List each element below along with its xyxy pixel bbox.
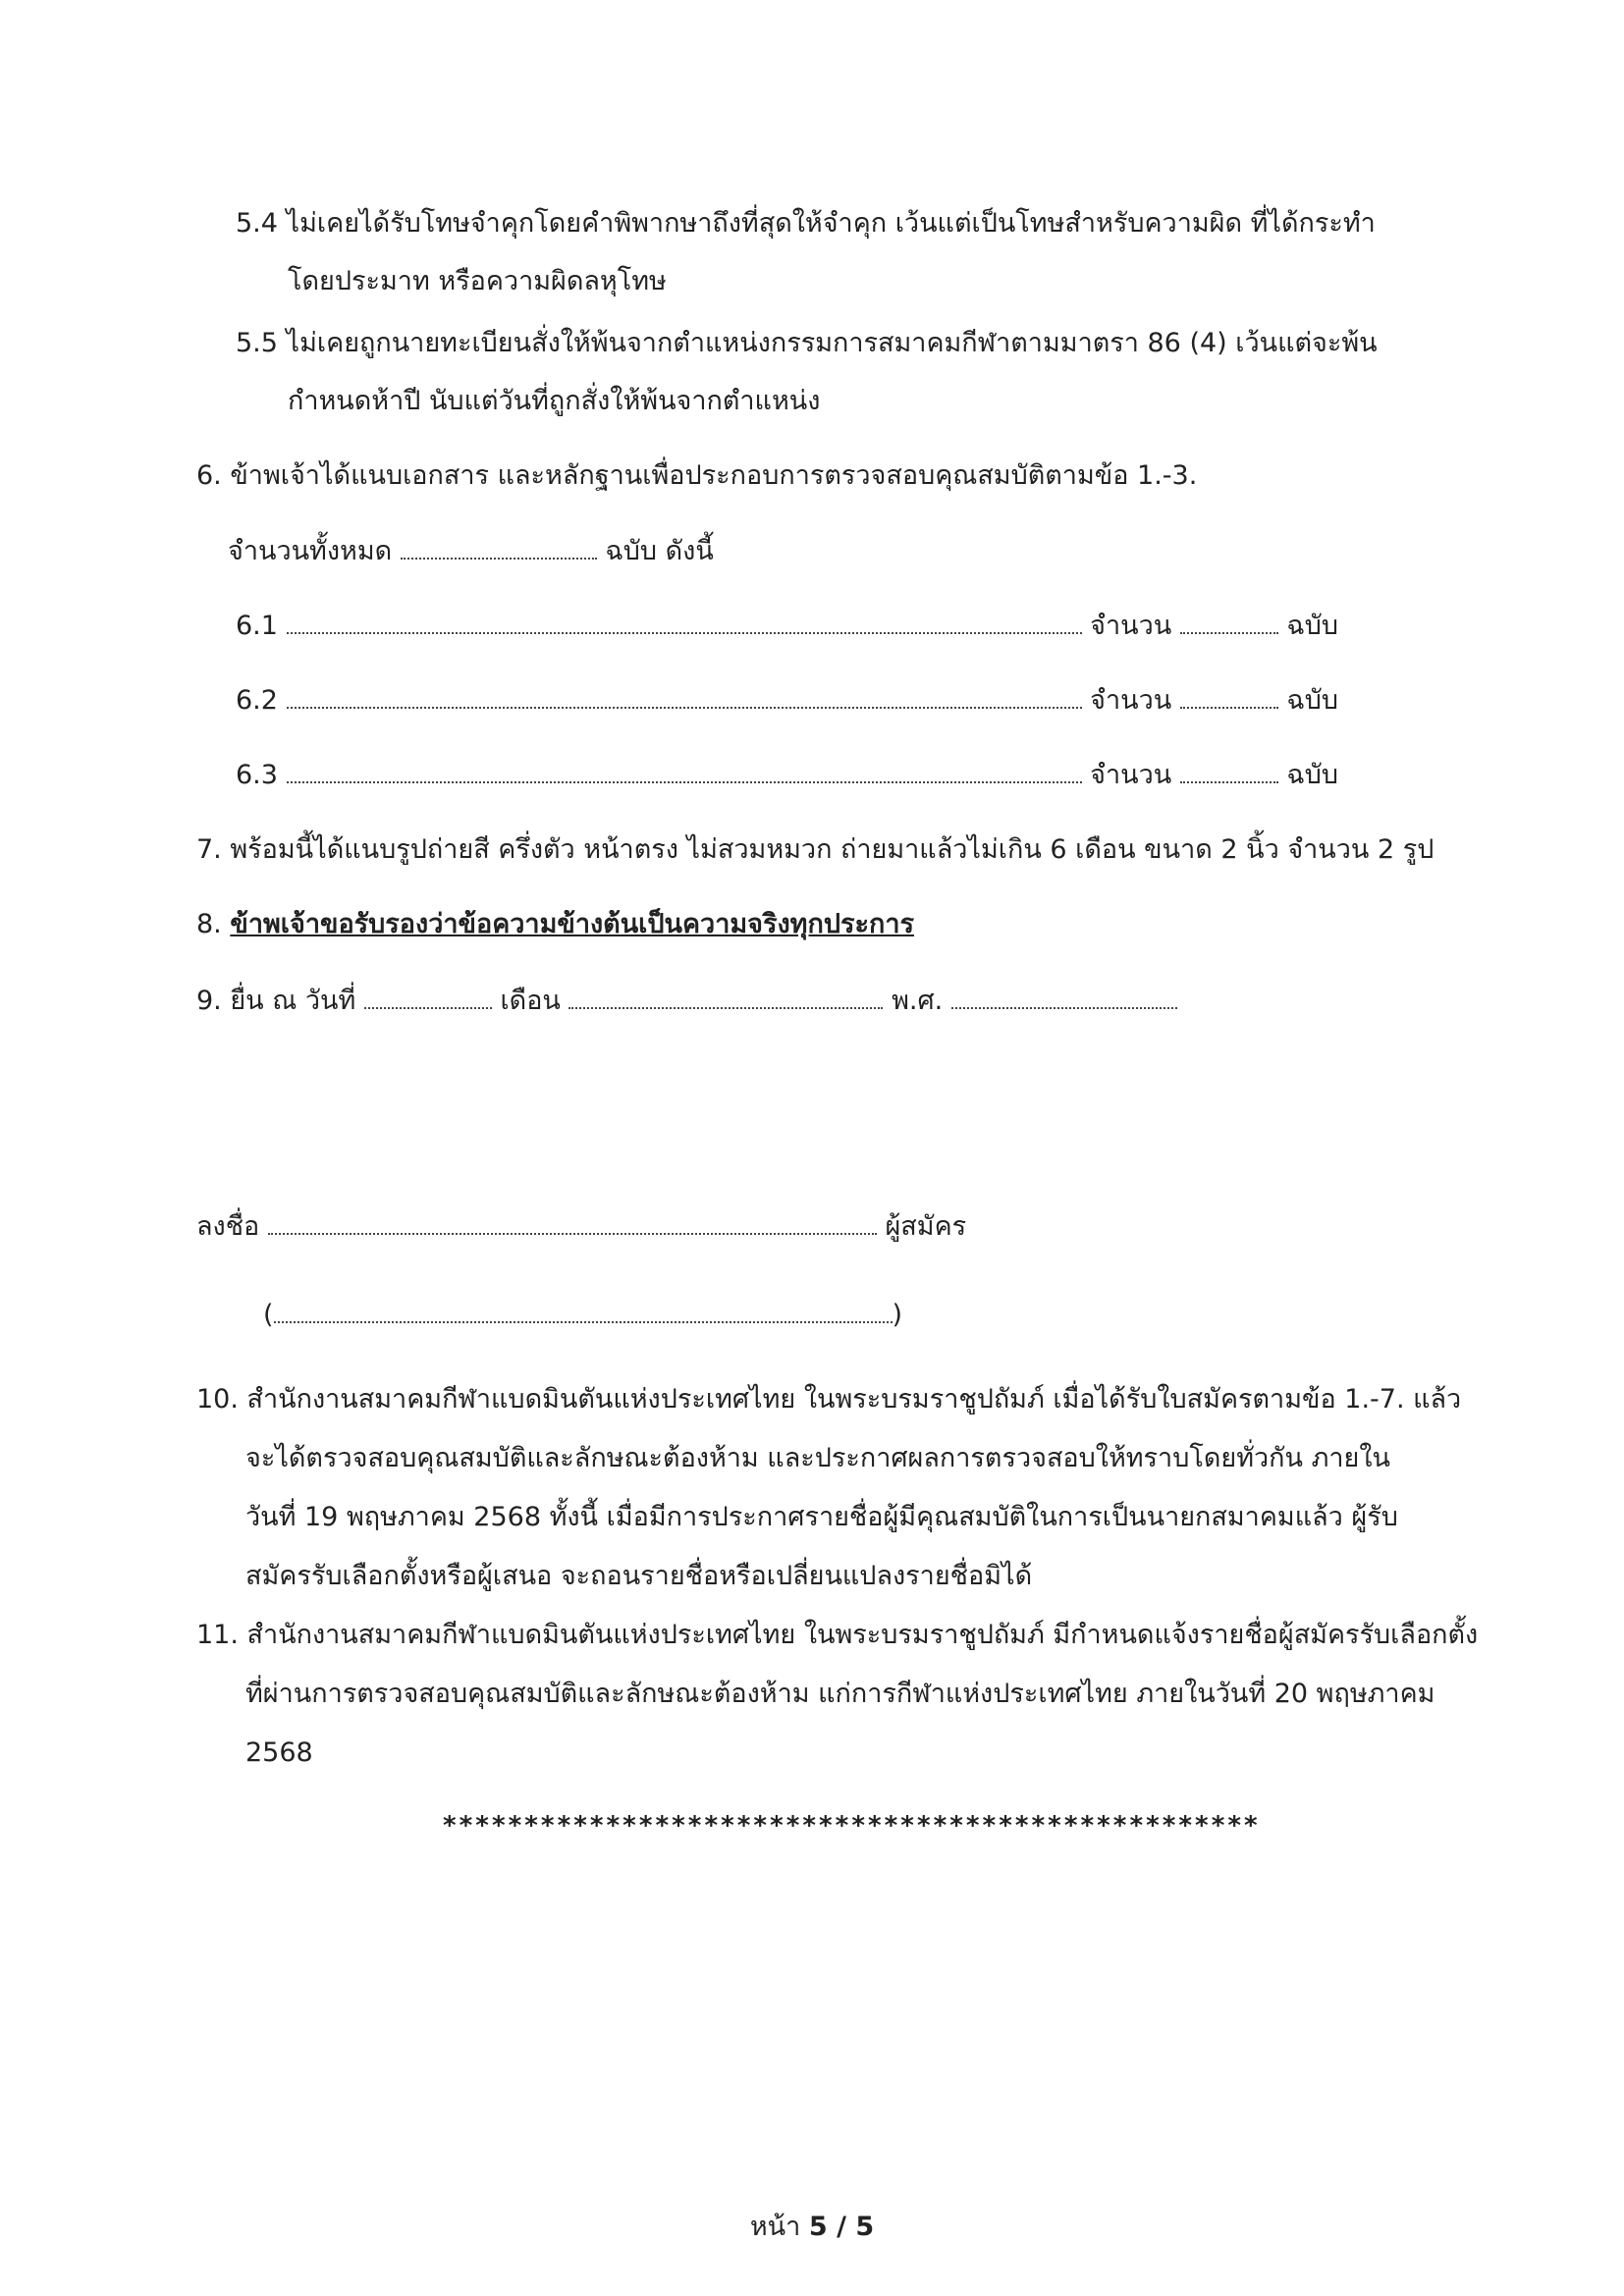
item-7-text: 7. พร้อมนี้ได้แนบรูปถ่ายสี ครึ่งตัว หน้าตรง ไม่สวมหมวก ถ่ายมาแล้วไม่เกิน 6 เดือน ขนาด 2 นิ้ว จำนวน 2 รูป — [196, 834, 1435, 865]
document-name-field[interactable] — [287, 756, 1082, 783]
item-9 — [196, 982, 1177, 1021]
page-footer — [0, 2205, 1624, 2247]
item-10-line4: สมัครรับเลือกตั้งหรือผู้เสนอ จะถอนรายชื่อหรือเปลี่ยนแปลงรายชื่อมิได้ — [245, 1561, 1033, 1591]
qty-field[interactable] — [1180, 607, 1278, 634]
signature-name-line — [263, 1296, 902, 1335]
item-8-certification: ข้าพเจ้าขอรับรองว่าข้อความข้างต้นเป็นความจริงทุกประการ — [230, 909, 914, 939]
item-8 — [196, 905, 914, 944]
qty-label: จำนวน — [1090, 760, 1172, 790]
signature-field[interactable] — [268, 1207, 877, 1235]
item-11-line1: 11. สำนักงานสมาคมกีฬาแบดมินตันแห่งประเทศไทย ในพระบรมราชูปถัมภ์ มีกำหนดแจ้งรายชื่อผู้สมัครรับเลือกตั้ง — [196, 1620, 1479, 1650]
qty-label: จำนวน — [1090, 685, 1172, 716]
item-5-4-line1: 5.4 ไม่เคยได้รับโทษจำคุกโดยคำพิพากษาถึงที่สุดให้จำคุก เว้นแต่เป็นโทษสำหรับความผิด ที่ได้กระทำ — [236, 208, 1376, 239]
signature-label: ลงชื่อ — [196, 1211, 260, 1242]
document-name-field[interactable] — [287, 607, 1082, 634]
item-6-1 — [236, 607, 1338, 646]
item-8-number: 8. — [196, 909, 222, 939]
subitem-number: 6.1 — [236, 611, 278, 641]
year-label: พ.ศ. — [892, 986, 944, 1016]
item-10-line2: จะได้ตรวจสอบคุณสมบัติและลักษณะต้องห้าม และประกาศผลการตรวจสอบให้ทราบโดยทั่วกัน ภายใน — [245, 1443, 1390, 1473]
printed-name-field[interactable] — [274, 1296, 893, 1323]
item-6-text: 6. ข้าพเจ้าได้แนบเอกสาร และหลักฐานเพื่อประกอบการตรวจสอบคุณสมบัติตามข้อ 1.-3. — [196, 460, 1198, 491]
unit-label: ฉบับ — [1286, 685, 1339, 716]
open-paren: ( — [263, 1300, 274, 1330]
unit-label: ฉบับ — [1286, 760, 1339, 790]
item-10-line3: วันที่ 19 พฤษภาคม 2568 ทั้งนี้ เมื่อมีการประกาศรายชื่อผู้มีคุณสมบัติในการเป็นนายกสมาคมแล้ว ผู้รับ — [245, 1502, 1398, 1532]
total-unit: ฉบับ ดังนี้ — [605, 536, 714, 566]
subitem-number: 6.2 — [236, 685, 278, 716]
item-5-4-line2: โดยประมาท หรือความผิดลหุโทษ — [288, 266, 667, 296]
submit-date-label: 9. ยื่น ณ วันที่ — [196, 986, 356, 1016]
signature-line — [196, 1207, 966, 1247]
item-11-line2: ที่ผ่านการตรวจสอบคุณสมบัติและลักษณะต้องห้าม แก่การกีฬาแห่งประเทศไทย ภายในวันที่ 20 พฤษภาคม — [245, 1679, 1435, 1709]
subitem-number: 6.3 — [236, 760, 278, 790]
qty-field[interactable] — [1180, 756, 1278, 783]
unit-label: ฉบับ — [1286, 611, 1339, 641]
close-paren: ) — [892, 1300, 903, 1330]
qty-label: จำนวน — [1090, 611, 1172, 641]
item-6-total — [228, 532, 714, 571]
day-field[interactable] — [364, 982, 492, 1009]
total-label: จำนวนทั้งหมด — [228, 536, 393, 566]
item-6-2 — [236, 681, 1338, 721]
total-count-field[interactable] — [401, 532, 597, 560]
end-separator: ************************************************** — [442, 1811, 1260, 1841]
item-6-3 — [236, 756, 1338, 795]
page-label: หน้า — [749, 2212, 801, 2242]
year-field[interactable] — [951, 982, 1177, 1009]
page-number: 5 / 5 — [808, 2212, 875, 2242]
item-5-5-line1: 5.5 ไม่เคยถูกนายทะเบียนสั่งให้พ้นจากตำแหน่งกรรมการสมาคมกีฬาตามมาตรา 86 (4) เว้นแต่จะพ้น — [236, 328, 1378, 358]
signature-role: ผู้สมัคร — [885, 1211, 967, 1242]
item-11-line3: 2568 — [245, 1737, 313, 1768]
qty-field[interactable] — [1180, 681, 1278, 709]
month-label: เดือน — [500, 986, 561, 1016]
month-field[interactable] — [568, 982, 883, 1009]
item-10-line1: 10. สำนักงานสมาคมกีฬาแบดมินตันแห่งประเทศไทย ในพระบรมราชูปถัมภ์ เมื่อได้รับใบสมัครตามข้อ 1.-7. แล้ว — [196, 1384, 1462, 1415]
item-5-5-line2: กำหนดห้าปี นับแต่วันที่ถูกสั่งให้พ้นจากตำแหน่ง — [288, 386, 821, 416]
document-name-field[interactable] — [287, 681, 1082, 709]
